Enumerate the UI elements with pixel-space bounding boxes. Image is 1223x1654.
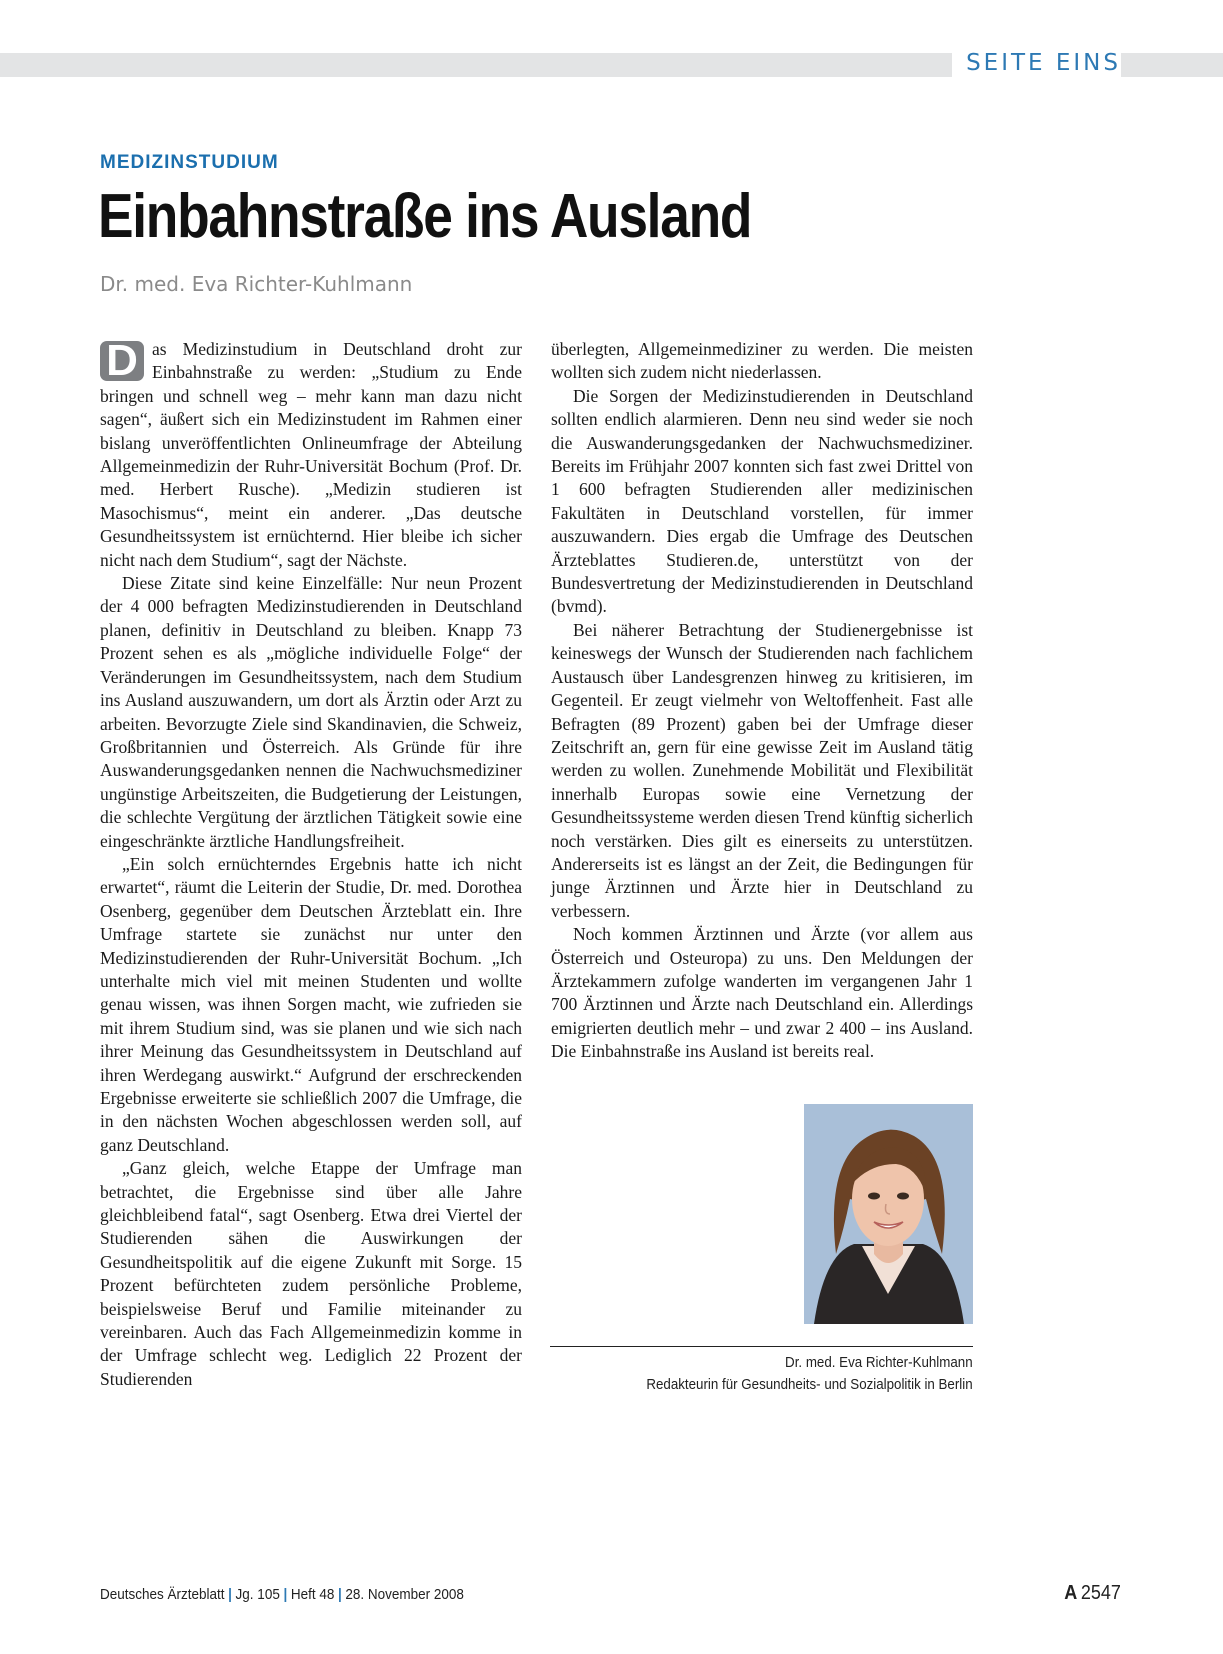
paragraph-text: as Medizinstudium in Deutschland droht zur Einbahnstraße zu werden: „Studium zu Ende bringen und schnell weg – mehr kann man dazu nicht sagen“, äußert sich ein Medizinstudent im Rahmen einer bislang unveröffentlichten Onlineumfrage der Abteilung Allgemeinmedizin der Ruhr-Universität Bochum (Prof. Dr. med. Herbert Rusche). „Medizin studieren ist Masochismus“, meint ein anderer. „Das deutsche Gesundheitssystem ist ernüchternd. Hier bleibe ich sicher nicht nach dem Studium“, sagt der Nächste. bbox=[100, 339, 522, 570]
paragraph bbox=[100, 338, 522, 572]
page-prefix: A bbox=[1064, 1582, 1078, 1604]
caption-role: Redakteurin für Gesundheits- und Sozialpolitik in Berlin bbox=[646, 1377, 973, 1393]
page-footer bbox=[100, 1586, 464, 1603]
page-number-value: 2547 bbox=[1080, 1582, 1121, 1604]
publication-name: Deutsches Ärzteblatt bbox=[100, 1586, 225, 1603]
paragraph: Noch kommen Ärztinnen und Ärzte (vor allem aus Österreich und Osteuropa) zu uns. Den Meldungen der Ärztekammern zufolge wanderten im vergangenen Jahr 1 700 Ärztinnen und Ärzte nach Deutschland ein. Allerdings emigrierten deutlich mehr – und zwar 2 400 – ins Ausland. Die Einbahnstraße ins Ausland ist bereits real. bbox=[551, 924, 973, 1062]
footer-separator: | bbox=[283, 1586, 288, 1603]
page-number bbox=[1064, 1582, 1121, 1605]
footer-separator: | bbox=[337, 1586, 342, 1603]
text-column-right bbox=[551, 338, 973, 1064]
volume-label: Jg. 105 bbox=[235, 1586, 280, 1603]
issue-date: 28. November 2008 bbox=[345, 1586, 464, 1603]
paragraph: „Ganz gleich, welche Etappe der Umfrage man betrachtet, die Ergebnisse sind über alle Jahre gleichbleibend fatal“, sagt Osenberg. Etwa drei Viertel der Studierenden sähen die Auswirkungen der Gesundheitspolitik auf die eigene Zukunft mit Sorge. 15 Prozent befürchteten zudem persönliche Probleme, beispielsweise Beruf und Familie miteinander zu vereinbaren. Auch das Fach Allgemeinmedizin komme in der Umfrage schlecht weg. Lediglich 22 Prozent der Studierenden bbox=[100, 1158, 522, 1389]
text-column-left bbox=[100, 338, 522, 1391]
article-kicker: MEDIZINSTUDIUM bbox=[100, 152, 279, 173]
caption-rule bbox=[550, 1346, 973, 1347]
paragraph: Die Sorgen der Medizinstudierenden in Deutschland sollten endlich alarmieren. Denn neu sind weder sie noch die Auswanderungsgedanken der Nachwuchsmediziner. Bereits im Frühjahr 2007 konnten sich fast zwei Drittel von 1 600 befragten Studierenden aller medizinischen Fakultäten in Deutschland vorstellen, für immer auszuwandern. Dies ergab die Umfrage des Deutschen Ärzteblattes Studieren.de, unterstützt von der Bundesvertretung der Medizinstudierenden in Deutschland (bvmd). bbox=[551, 385, 973, 617]
author-portrait bbox=[804, 1104, 973, 1324]
caption-name: Dr. med. Eva Richter-Kuhlmann bbox=[785, 1355, 973, 1371]
section-label: SEITE EINS bbox=[952, 48, 1121, 78]
paragraph: „Ein solch ernüchterndes Ergebnis hatte ich nicht erwartet“, räumt die Leiterin der Studie, Dr. med. Dorothea Osenberg, gegenüber dem Deutschen Ärzteblatt ein. Ihre Umfrage startete sie zunächst nur unter den Medizinstudierenden der Ruhr-Universität Bochum. „Ich unterhalte mich viel mit meinen Studenten und wollte genau wissen, was ihnen Sorgen macht, wie zufrieden sie mit ihrem Studium sind, was sie planen und wie sich nach ihrer Meinung das Gesundheitssystem in Deutschland auf ihren Werdegang auswirkt.“ Aufgrund der erschreckenden Ergebnisse erweiterte sie schließlich 2007 die Umfrage, die in den nächsten Wochen abgeschlossen werden soll, auf ganz Deutschland. bbox=[100, 853, 522, 1155]
article-title: Einbahnstraße ins Ausland bbox=[98, 182, 752, 251]
paragraph: Diese Zitate sind keine Einzelfälle: Nur neun Prozent der 4 000 befragten Medizinstudierenden in Deutschland planen, definitiv in Deutschland zu bleiben. Knapp 73 Prozent sehen es als „mögliche individuelle Folge“ der Veränderungen im Gesundheitssystem, nach dem Studium ins Ausland auszuwandern, um dort als Ärztin oder Arzt zu arbeiten. Bevorzugte Ziele sind Skandinavien, die Schweiz, Großbritannien und Österreich. Als Gründe für ihre Auswanderungsgedanken nennen die Nachwuchsmediziner ungünstige Arbeitszeiten, die Budgetierung der Leistungen, die schlechte Vergütung der ärztlichen Tätigkeit sowie eine eingeschränkte ärztliche Handlungsfreiheit. bbox=[100, 573, 522, 851]
drop-cap: D bbox=[100, 341, 144, 381]
paragraph: Bei näherer Betrachtung der Studienergebnisse ist keineswegs der Wunsch der Studierenden nach fachlichem Austausch über Landesgrenzen hinweg zu kritisieren, im Gegenteil. Er zeugt vielmehr von Weltoffenheit. Fast alle Befragten (89 Prozent) gaben bei der Umfrage dieser Zeitschrift an, gern für eine gewisse Zeit im Ausland tätig werden zu wollen. Zunehmende Mobilität und Flexibilität innerhalb Europas sowie eine Vernetzung der Gesundheitssysteme werden diesen Trend künftig sicherlich noch verstärken. Dies gilt es einerseits zu unterstützen. Andererseits ist es längst an der Zeit, die Bedingungen für junge Ärztinnen und Ärzte hier in Deutschland zu verbessern. bbox=[551, 619, 973, 921]
paragraph: überlegten, Allgemeinmediziner zu werden. Die meisten wollten sich zudem nicht niederlassen. bbox=[551, 339, 973, 383]
footer-separator: | bbox=[228, 1586, 232, 1603]
article-author: Dr. med. Eva Richter-Kuhlmann bbox=[100, 272, 413, 296]
issue-label: Heft 48 bbox=[290, 1586, 335, 1603]
photo-caption bbox=[647, 1352, 973, 1396]
portrait-illustration bbox=[804, 1104, 973, 1324]
